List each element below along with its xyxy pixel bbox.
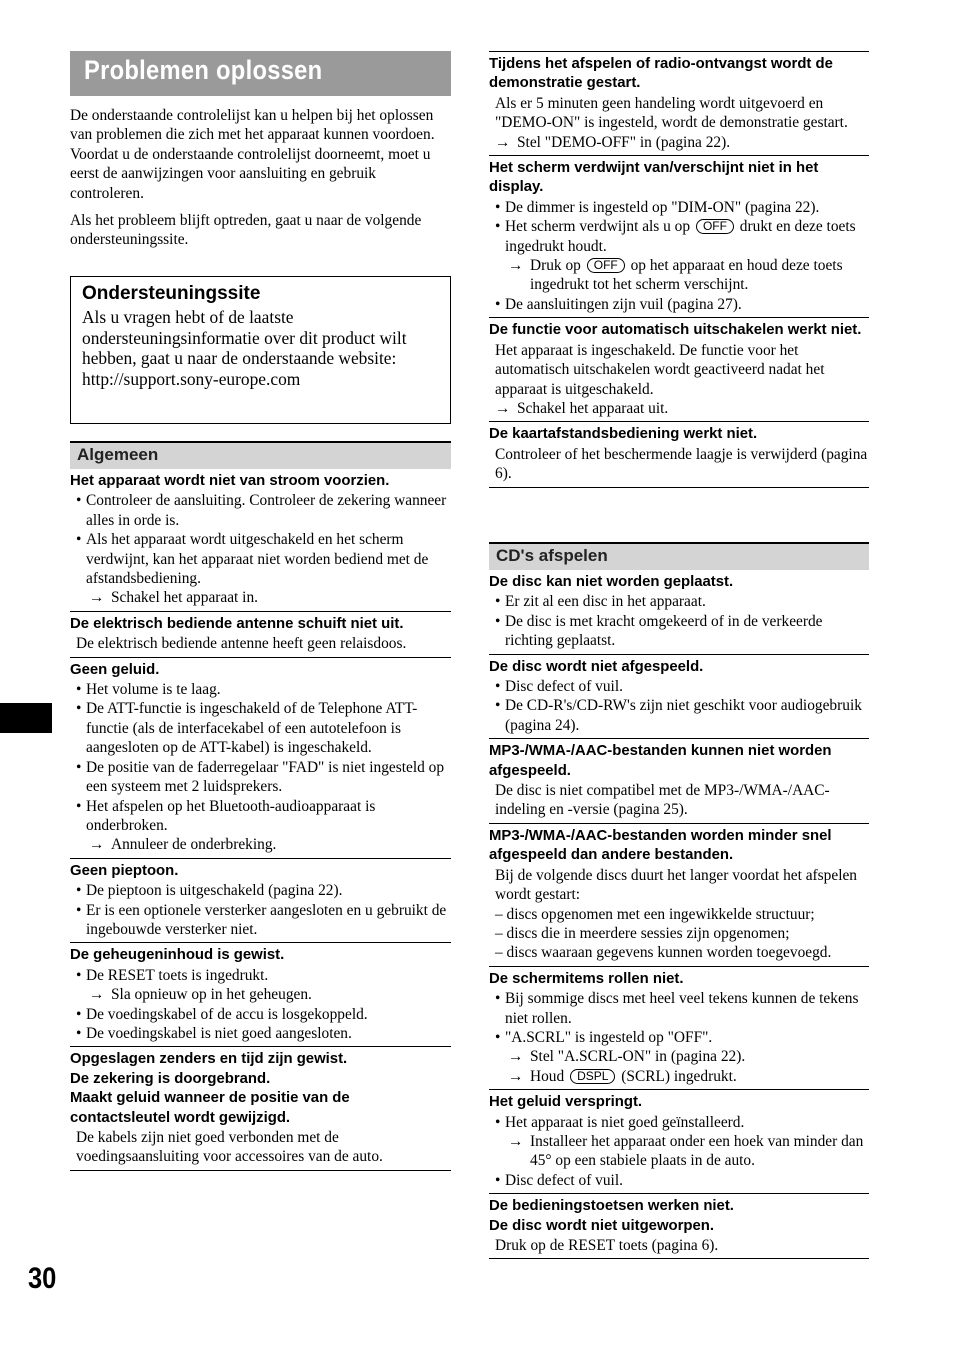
trouble-item — [489, 739, 869, 824]
trouble-heading: Geen geluid. — [70, 661, 160, 678]
trouble-item — [489, 156, 869, 318]
trouble-heading: De schermitems rollen niet. — [489, 970, 684, 987]
trouble-heading: De disc wordt niet uitgeworpen. — [489, 1217, 715, 1234]
bullet-item: • Disc defect of vuil. — [489, 677, 869, 696]
dspl-key-icon: DSPL — [570, 1069, 615, 1084]
bullet-item: • Er zit al een disc in het apparaat. — [489, 592, 869, 611]
trouble-heading: De functie voor automatisch uitschakelen werkt niet. — [489, 322, 862, 339]
trouble-item — [70, 612, 451, 658]
trouble-text: Druk op de RESET toets (pagina 6). — [495, 1237, 719, 1254]
dash-item: – discs waaraan gegevens kunnen worden toegevoegd. — [495, 944, 832, 962]
trouble-text: Het apparaat is ingeschakeld. De functie voor het automatisch uitschakelen wordt geactiveerd nadat het apparaat is uitgeschakeld. — [495, 341, 825, 398]
intro — [70, 106, 451, 258]
trouble-item — [489, 570, 869, 655]
trouble-heading: Opgeslagen zenders en tijd zijn gewist. — [70, 1051, 348, 1068]
support-text: Als u vragen hebt of de laatste ondersteuningsinformatie over dit product wilt hebben, gaat u naar de onderstaande website: http://support.sony-europe.com — [82, 307, 407, 389]
trouble-item — [70, 658, 451, 859]
dash-item: – discs opgenomen met een ingewikkelde structuur; — [495, 905, 815, 923]
intro-paragraph: Voordat u de onderstaande controlelijst doorneemt, moet u eerst de aanwijzingen voor aansluiting en gebruik controleren. — [70, 145, 431, 202]
dash-item: – discs die in meerdere sessies zijn opgenomen; — [495, 924, 790, 942]
section-header: Algemeen — [70, 441, 451, 469]
trouble-heading: De disc kan niet worden geplaatst. — [489, 574, 734, 590]
trouble-item — [70, 859, 451, 944]
trouble-item — [489, 51, 869, 156]
page-title: Problemen oplossen — [84, 55, 323, 85]
trouble-heading: Tijdens het afspelen of radio-ontvangst wordt de demonstratie gestart. — [489, 56, 833, 92]
trouble-item — [489, 318, 869, 422]
remedy-item: → Sla opnieuw op in het geheugen. — [70, 985, 451, 1004]
trouble-heading: Het scherm verdwijnt van/verschijnt niet in het display. — [489, 160, 819, 196]
remedy-item: → Schakel het apparaat in. — [70, 588, 451, 607]
remedy-item: → Stel "A.SCRL-ON" in (pagina 22). — [489, 1047, 869, 1066]
section-cds — [489, 542, 869, 1259]
trouble-text: Bij de volgende discs duurt het langer voordat het afspelen wordt gestart: — [495, 866, 858, 904]
trouble-text: Als er 5 minuten geen handeling wordt uitgevoerd en "DEMO-ON" is ingesteld, wordt de demonstratie gestart. — [495, 94, 848, 132]
trouble-heading: Het geluid verspringt. — [489, 1094, 643, 1111]
bullet-item: • Er is een optionele versterker aangesloten en u gebruikt de ingebouwde versterker niet. — [70, 901, 451, 940]
bullet-item: • De disc is met kracht omgekeerd of in de verkeerde richting geplaatst. — [489, 612, 869, 651]
trouble-item — [489, 824, 869, 967]
bullet-item: • Bij sommige discs met heel veel tekens kunnen de tekens niet rollen. — [489, 989, 869, 1028]
bullet-item: • De RESET toets is ingedrukt. — [70, 966, 451, 985]
bullet-item: • Als het apparaat wordt uitgeschakeld en het scherm verdwijnt, kan het apparaat niet worden bediend met de afstandsbediening. — [70, 530, 451, 588]
trouble-item — [70, 1047, 451, 1170]
bullet-item: • "A.SCRL" is ingesteld op "OFF". — [489, 1028, 869, 1047]
trouble-heading: De disc wordt niet afgespeeld. — [489, 658, 704, 675]
bullet-item: • De CD-R's/CD-RW's zijn niet geschikt voor audiogebruik (pagina 24). — [489, 696, 869, 735]
section-algemeen — [70, 441, 451, 1171]
bullet-item: • De positie van de faderregelaar "FAD" is niet ingesteld op een systeem met 2 luidsprekers. — [70, 758, 451, 797]
bullet-item: • Het apparaat is niet goed geïnstalleerd. — [489, 1113, 869, 1132]
general-continued — [489, 51, 869, 488]
bullet-item: • Disc defect of vuil. — [489, 1171, 869, 1190]
bullet-item: • De dimmer is ingesteld op "DIM-ON" (pagina 22). — [489, 198, 869, 217]
section-header: CD's afspelen — [489, 542, 869, 570]
bullet-item: • Het afspelen op het Bluetooth-audioapparaat is onderbroken. — [70, 797, 451, 836]
page-number: 30 — [28, 1262, 57, 1295]
bullet-item: • De pieptoon is uitgeschakeld (pagina 22). — [70, 881, 451, 900]
intro-paragraph: De onderstaande controlelijst kan u helpen bij het oplossen van problemen die zich met het apparaat kunnen voordoen. — [70, 107, 435, 144]
trouble-heading: Geen pieptoon. — [70, 862, 179, 879]
trouble-heading: MP3-/WMA-/AAC-bestanden kunnen niet worden afgespeeld. — [489, 743, 832, 779]
support-title: Ondersteuningssite — [82, 283, 261, 304]
trouble-text: De disc is niet compatibel met de MP3-/WMA-/AAC-indeling en -versie (pagina 25). — [495, 782, 830, 819]
trouble-heading: MP3-/WMA-/AAC-bestanden worden minder snel afgespeeld dan andere bestanden. — [489, 827, 832, 864]
title-bar — [70, 51, 451, 96]
bullet-item: • Controleer de aansluiting. Controleer de zekering wanneer alles in orde is. — [70, 491, 451, 530]
trouble-heading: De elektrisch bediende antenne schuift niet uit. — [70, 615, 404, 632]
trouble-heading: Maakt geluid wanneer de positie van de contactsleutel wordt gewijzigd. — [70, 1090, 350, 1126]
trouble-item — [489, 422, 869, 487]
support-box — [70, 276, 451, 424]
bullet-item: • De voedingskabel is niet goed aangesloten. — [70, 1024, 451, 1043]
bullet-item: • Het scherm verdwijnt als u op OFF drukt en deze toets ingedrukt houdt. — [489, 217, 869, 256]
bullet-item: • De ATT-functie is ingeschakeld of de Telephone ATT-functie (als de interfacekabel of een autotelefoon is aangesloten op de ATT-kabel) is ingeschakeld. — [70, 699, 451, 757]
trouble-item — [489, 655, 869, 740]
intro-paragraph: Als het probleem blijft optreden, gaat u naar de volgende ondersteuningssite. — [70, 212, 422, 249]
remedy-item: → Druk op OFF op het apparaat en houd deze toets ingedrukt tot het scherm verschijnt. — [489, 256, 869, 295]
trouble-item — [70, 943, 451, 1047]
bullet-item: • De voedingskabel of de accu is losgekoppeld. — [70, 1005, 451, 1024]
off-key-icon: OFF — [696, 219, 734, 234]
trouble-heading: De zekering is doorgebrand. — [70, 1070, 271, 1087]
trouble-item — [489, 967, 869, 1090]
remedy-item: → Installeer het apparaat onder een hoek van minder dan 45° op een stabiele plaats in de auto. — [489, 1132, 869, 1171]
trouble-text: Controleer of het beschermende laagje is verwijderd (pagina 6). — [495, 445, 868, 483]
bullet-item: • De aansluitingen zijn vuil (pagina 27). — [489, 295, 869, 314]
section-tab-marker — [0, 703, 52, 733]
off-key-icon: OFF — [587, 258, 625, 273]
trouble-heading: De kaartafstandsbediening werkt niet. — [489, 426, 758, 443]
remedy-item: → Schakel het apparaat uit. — [489, 399, 869, 418]
trouble-heading: De bedieningstoetsen werken niet. — [489, 1198, 734, 1215]
trouble-text: De kabels zijn niet goed verbonden met de voedingsaansluiting voor accessoires van de auto. — [76, 1129, 383, 1166]
remedy-item: → Stel "DEMO-OFF" in (pagina 22). — [489, 133, 869, 152]
trouble-item — [489, 1194, 869, 1259]
bullet-item: • Het volume is te laag. — [70, 680, 451, 699]
remedy-item: → Houd DSPL (SCRL) ingedrukt. — [489, 1067, 869, 1086]
trouble-text: De elektrisch bediende antenne heeft geen relaisdoos. — [76, 635, 407, 653]
trouble-heading: Het apparaat wordt niet van stroom voorzien. — [70, 473, 390, 489]
support-url[interactable]: http://support.sony-europe.com — [82, 368, 301, 389]
trouble-heading: De geheugeninhoud is gewist. — [70, 947, 285, 964]
trouble-item — [489, 1090, 869, 1194]
trouble-item — [70, 469, 451, 612]
remedy-item: → Annuleer de onderbreking. — [70, 835, 451, 854]
